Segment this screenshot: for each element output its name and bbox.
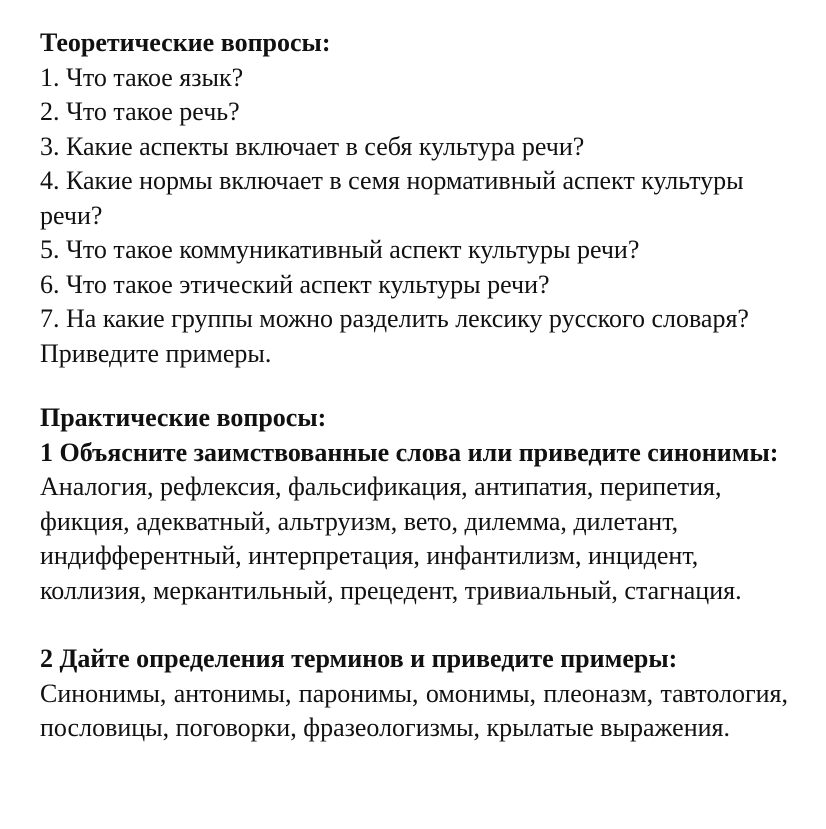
theory-question-7: 7. На какие группы можно разделить лексику русского словаря? Приведите примеры.	[40, 304, 749, 368]
task-spacer	[40, 608, 788, 642]
theory-heading: Теоретические вопросы:	[40, 28, 331, 57]
theory-question-1: 1. Что такое язык?	[40, 62, 244, 92]
theory-question-2: 2. Что такое речь?	[40, 97, 240, 126]
practice-heading: Практические вопросы:	[40, 403, 327, 432]
theory-question-4: 4. Какие нормы включает в семя нормативный аспект культуры речи?	[40, 166, 744, 230]
section-spacer	[40, 371, 788, 401]
task-1-text: Аналогия, рефлексия, фальсификация, антипатия, перипетия, фикция, адекватный, альтруизм, вето, дилемма, дилетант, индифферентный, интерпретация, инфантилизм, инцидент, коллизия, меркантильный, прецедент, тривиальный, стагнация.	[40, 472, 742, 605]
task-2-title: 2 Дайте определения терминов и приведите примеры:	[40, 644, 678, 673]
theory-question-6: 6. Что такое этический аспект культуры речи?	[40, 269, 550, 299]
theory-question-5: 5. Что такое коммуникативный аспект культуры речи?	[40, 235, 640, 264]
task-1-title: 1 Объясните заимствованные слова или приведите синонимы:	[40, 437, 779, 467]
theory-question-3: 3. Какие аспекты включает в себя культура речи?	[40, 131, 585, 161]
task-2-text: Синонимы, антонимы, паронимы, омонимы, плеоназм, тавтология, пословицы, поговорки, фразеологизмы, крылатые выражения.	[40, 678, 788, 742]
